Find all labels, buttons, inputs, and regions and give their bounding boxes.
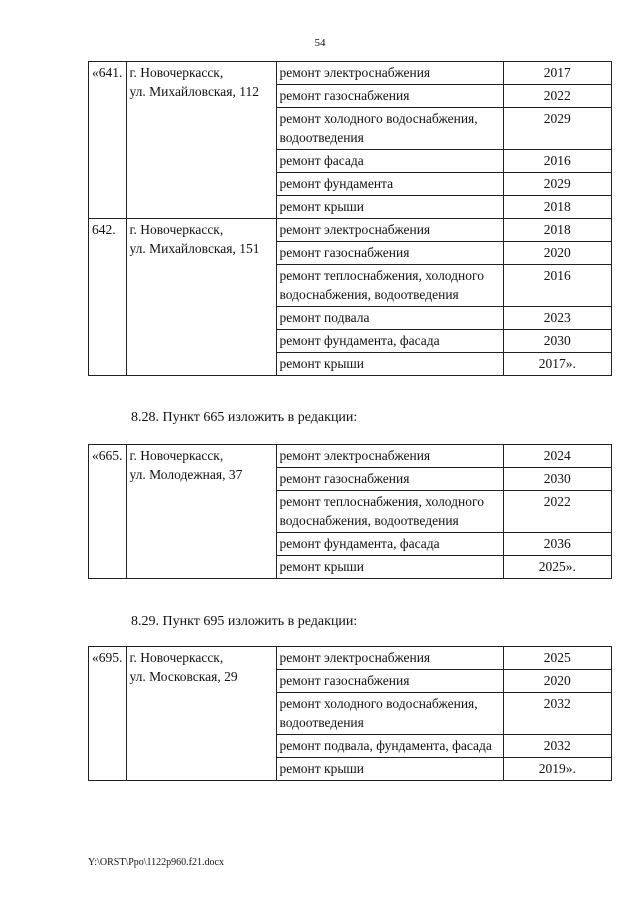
registry-table-1 xyxy=(88,61,612,376)
work-type: ремонт электроснабжения xyxy=(276,62,503,85)
work-type: ремонт фундамента xyxy=(276,173,503,196)
work-type: ремонт газоснабжения xyxy=(276,468,503,491)
work-year: 2036 xyxy=(503,533,611,556)
work-type: ремонт газоснабжения xyxy=(276,670,503,693)
work-year: 2020 xyxy=(503,670,611,693)
work-type: ремонт крыши xyxy=(276,758,503,781)
work-year: 2025». xyxy=(503,556,611,579)
work-type: ремонт электроснабжения xyxy=(276,445,503,468)
paragraph-8-29: 8.29. Пункт 695 изложить в редакции: xyxy=(131,614,358,629)
table-row xyxy=(89,62,612,85)
address-city: г. Новочеркасск, xyxy=(129,65,224,80)
paragraph-8-28: 8.28. Пункт 665 изложить в редакции: xyxy=(131,410,358,425)
work-year: 2030 xyxy=(503,330,611,353)
work-year: 2023 xyxy=(503,307,611,330)
work-year: 2022 xyxy=(503,491,611,533)
work-type: ремонт теплоснабжения, холодного водоснабжения, водоотведения xyxy=(276,265,503,307)
entry-address xyxy=(126,647,276,781)
work-type: ремонт крыши xyxy=(276,353,503,376)
entry-address xyxy=(126,445,276,579)
address-city: г. Новочеркасск, xyxy=(129,448,224,463)
work-year: 2018 xyxy=(503,219,611,242)
work-type: ремонт крыши xyxy=(276,556,503,579)
entry-number: «641. xyxy=(89,62,127,219)
page-number: 54 xyxy=(314,37,326,49)
work-year: 2029 xyxy=(503,173,611,196)
address-city: г. Новочеркасск, xyxy=(129,650,224,665)
work-year: 2018 xyxy=(503,196,611,219)
address-city: г. Новочеркасск, xyxy=(129,222,224,237)
address-street: ул. Михайловская, 151 xyxy=(129,241,260,256)
work-type: ремонт холодного водоснабжения, водоотведения xyxy=(276,108,503,150)
work-year: 2022 xyxy=(503,85,611,108)
work-year: 2017». xyxy=(503,353,611,376)
work-type: ремонт фундамента, фасада xyxy=(276,533,503,556)
work-type: ремонт электроснабжения xyxy=(276,647,503,670)
address-street: ул. Московская, 29 xyxy=(129,669,238,684)
work-type: ремонт крыши xyxy=(276,196,503,219)
entry-number: «695. xyxy=(89,647,127,781)
address-street: ул. Михайловская, 112 xyxy=(129,84,259,99)
table-row xyxy=(89,219,612,242)
table-row xyxy=(89,647,612,670)
work-type: ремонт подвала, фундамента, фасада xyxy=(276,735,503,758)
registry-table-3 xyxy=(88,646,612,781)
work-type: ремонт газоснабжения xyxy=(276,85,503,108)
work-year: 2017 xyxy=(503,62,611,85)
entry-number: 642. xyxy=(89,219,127,376)
entry-address xyxy=(126,219,276,376)
entry-address xyxy=(126,62,276,219)
work-type: ремонт холодного водоснабжения, водоотведения xyxy=(276,693,503,735)
address-street: ул. Молодежная, 37 xyxy=(129,467,243,482)
work-year: 2020 xyxy=(503,242,611,265)
entry-number: «665. xyxy=(89,445,127,579)
work-year: 2030 xyxy=(503,468,611,491)
work-year: 2016 xyxy=(503,265,611,307)
work-year: 2032 xyxy=(503,693,611,735)
work-type: ремонт электроснабжения xyxy=(276,219,503,242)
work-year: 2029 xyxy=(503,108,611,150)
work-type: ремонт газоснабжения xyxy=(276,242,503,265)
work-type: ремонт подвала xyxy=(276,307,503,330)
work-type: ремонт фундамента, фасада xyxy=(276,330,503,353)
work-year: 2025 xyxy=(503,647,611,670)
table-row xyxy=(89,445,612,468)
work-year: 2019». xyxy=(503,758,611,781)
work-type: ремонт теплоснабжения, холодного водоснабжения, водоотведения xyxy=(276,491,503,533)
work-type: ремонт фасада xyxy=(276,150,503,173)
file-path-footer: Y:\ORST\Ppo\1122p960.f21.docx xyxy=(88,857,224,868)
work-year: 2016 xyxy=(503,150,611,173)
registry-table-2 xyxy=(88,444,612,579)
work-year: 2024 xyxy=(503,445,611,468)
work-year: 2032 xyxy=(503,735,611,758)
